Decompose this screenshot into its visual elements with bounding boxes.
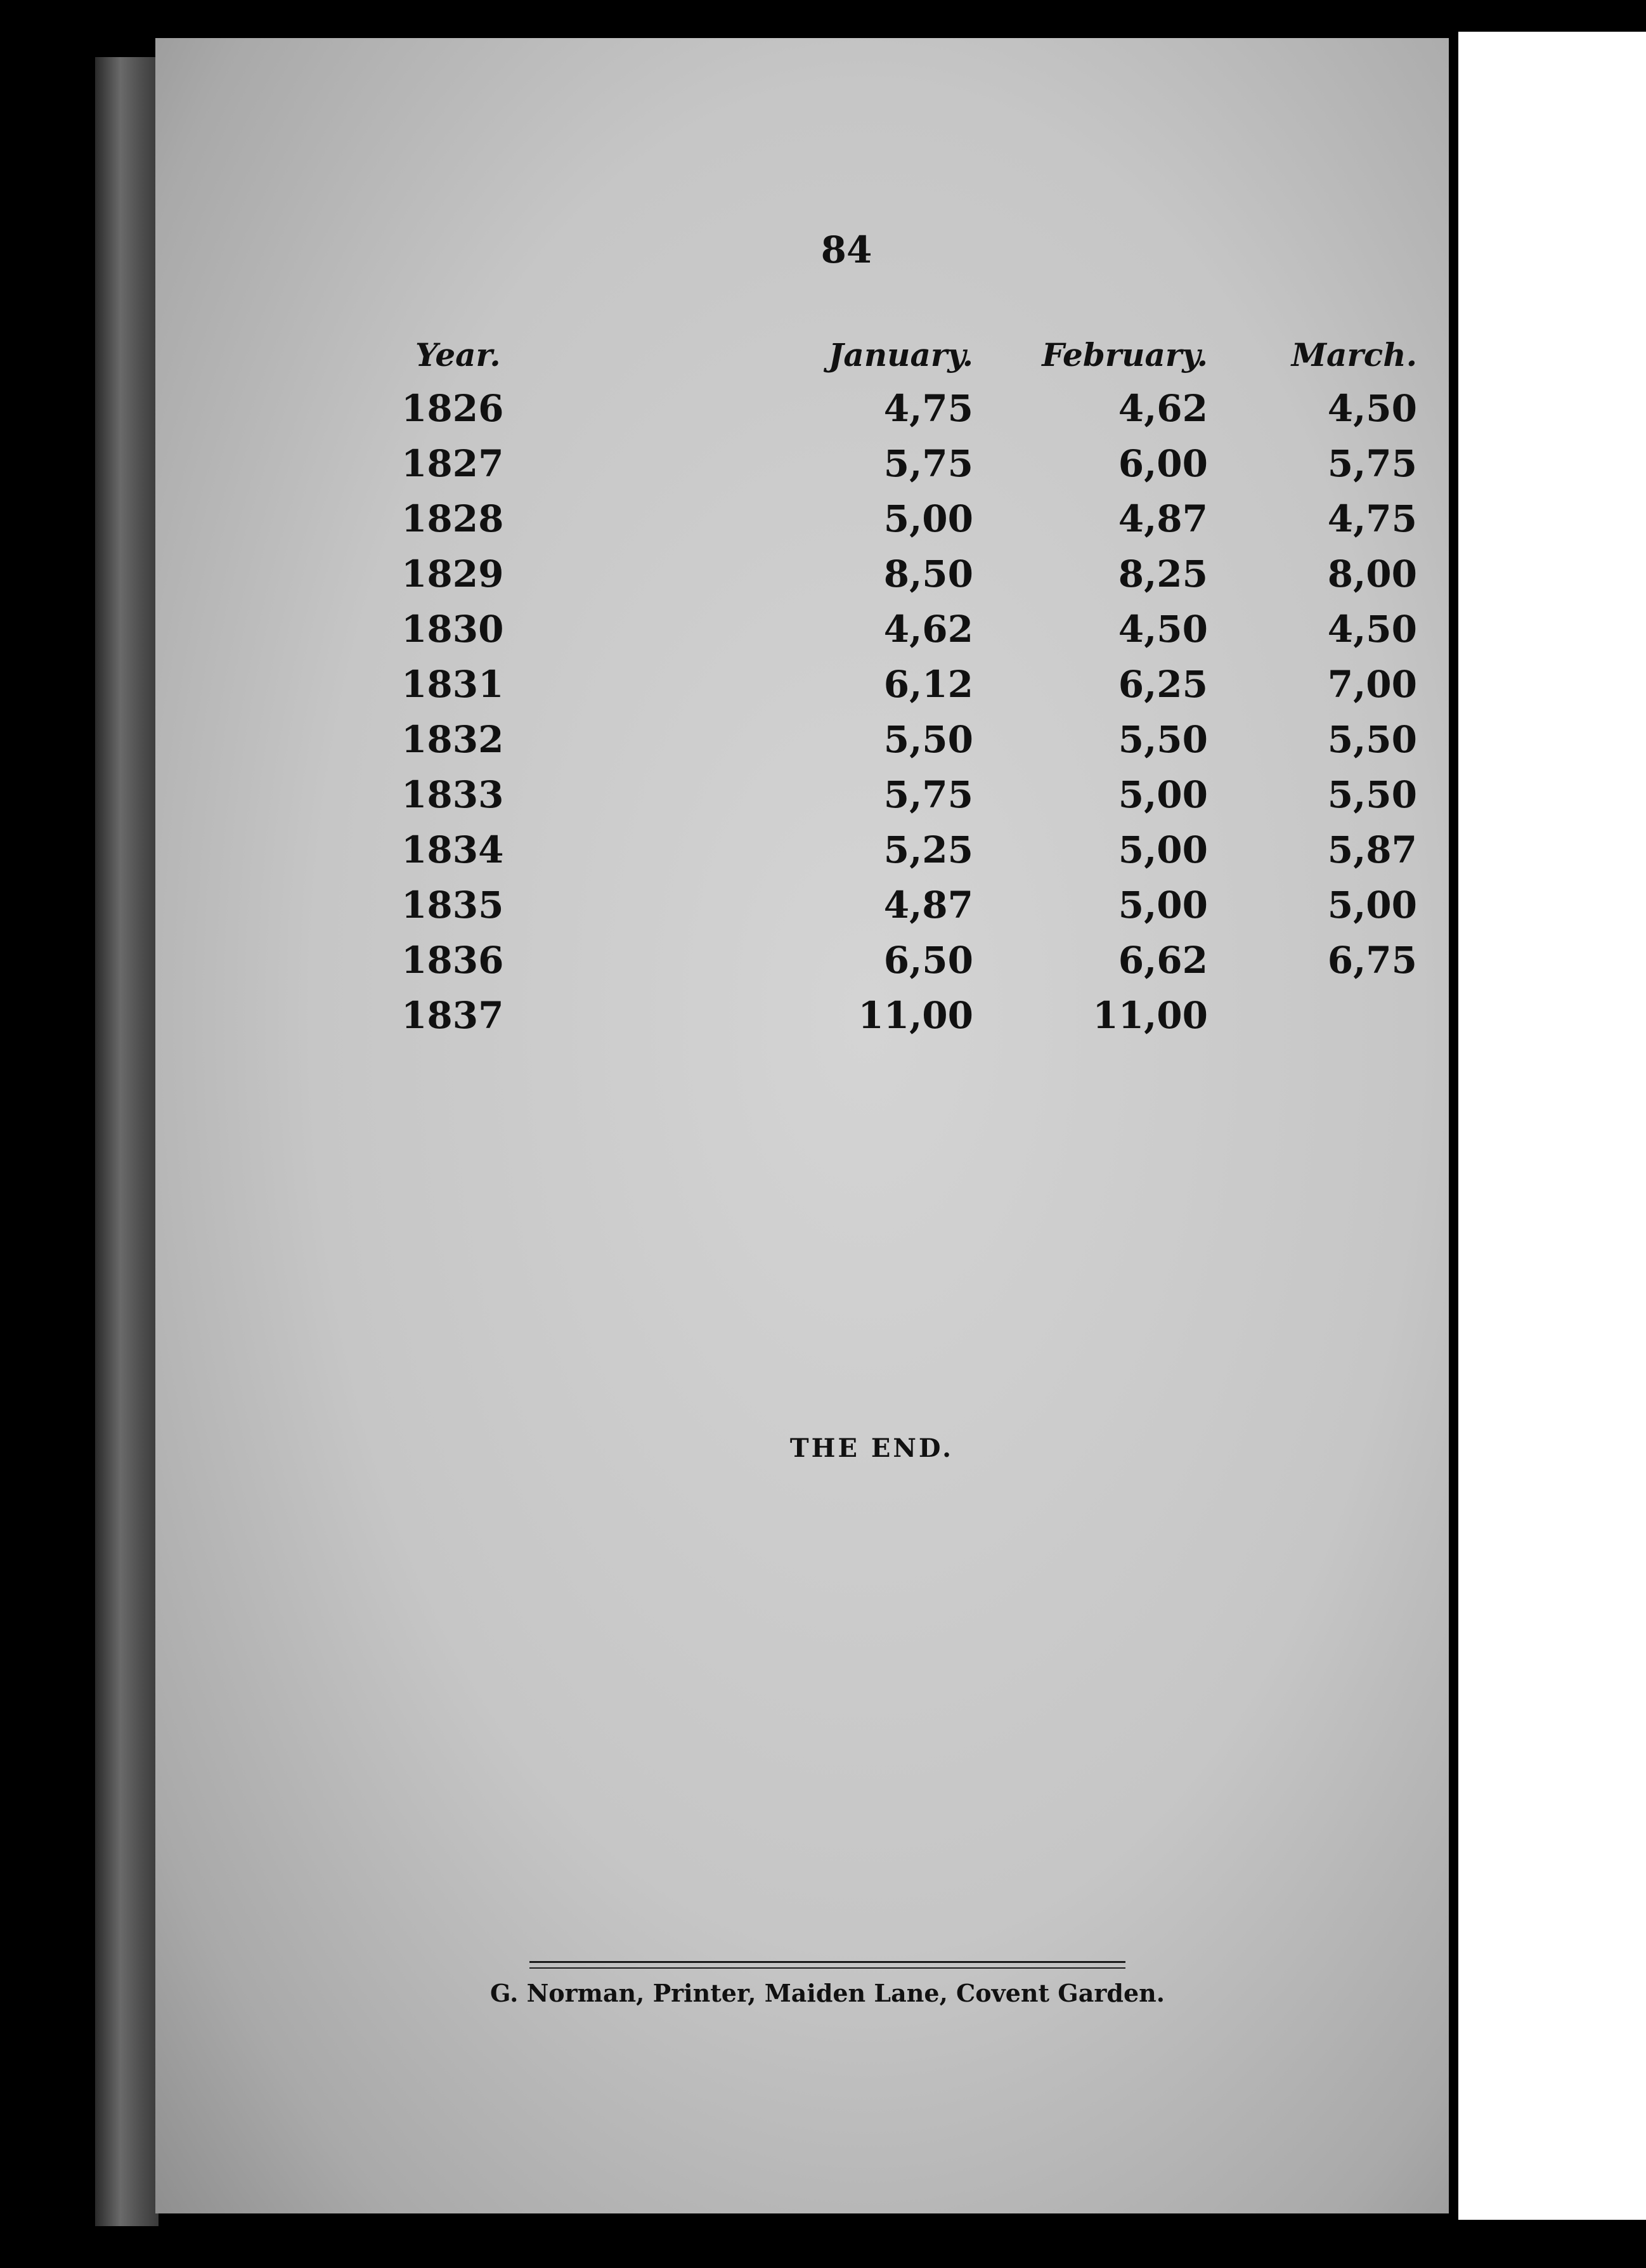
cell-march: 5,75 xyxy=(1327,442,1417,485)
table-row xyxy=(396,387,1442,442)
cell-march: 4,75 xyxy=(1327,497,1417,540)
header-january: January. xyxy=(828,336,973,374)
imprint-rule-thin xyxy=(529,1967,1125,1969)
cell-january: 5,50 xyxy=(883,718,973,761)
price-table xyxy=(396,336,1442,1049)
printer-imprint: G. Norman, Printer, Maiden Lane, Covent Garden. xyxy=(490,1979,1165,2007)
cell-february: 4,62 xyxy=(1118,387,1208,430)
cell-january: 6,12 xyxy=(883,663,973,706)
header-year: Year. xyxy=(415,336,501,374)
page-content xyxy=(155,38,1449,2213)
cell-january: 4,75 xyxy=(883,387,973,430)
cell-march: 5,50 xyxy=(1327,718,1417,761)
cell-february: 5,00 xyxy=(1118,828,1208,871)
header-february: February. xyxy=(1042,336,1208,374)
cell-january: 8,50 xyxy=(883,552,973,596)
cell-january: 11,00 xyxy=(858,994,973,1037)
cell-march: 4,50 xyxy=(1327,608,1417,651)
table-row xyxy=(396,552,1442,608)
cell-year: 1830 xyxy=(401,608,504,651)
table-row xyxy=(396,994,1442,1049)
cell-february: 5,00 xyxy=(1118,883,1208,927)
cell-march: 4,50 xyxy=(1327,387,1417,430)
table-row xyxy=(396,773,1442,828)
table-header xyxy=(396,336,1442,387)
cell-march: 5,50 xyxy=(1327,773,1417,816)
cell-march: 6,75 xyxy=(1327,939,1417,982)
table-row xyxy=(396,663,1442,718)
cell-march: 5,00 xyxy=(1327,883,1417,927)
cell-year: 1837 xyxy=(401,994,504,1037)
table-row xyxy=(396,883,1442,939)
table-row xyxy=(396,718,1442,773)
cell-february: 5,00 xyxy=(1118,773,1208,816)
table-row xyxy=(396,442,1442,497)
facing-page xyxy=(1458,32,1646,2220)
cell-year: 1826 xyxy=(401,387,504,430)
cell-february: 4,87 xyxy=(1118,497,1208,540)
cell-february: 8,25 xyxy=(1118,552,1208,596)
cell-year: 1836 xyxy=(401,939,504,982)
cell-january: 4,87 xyxy=(883,883,973,927)
cell-january: 5,25 xyxy=(883,828,973,871)
table-row xyxy=(396,497,1442,552)
table-row xyxy=(396,939,1442,994)
cell-january: 5,75 xyxy=(883,442,973,485)
cell-february: 11,00 xyxy=(1092,994,1208,1037)
cell-february: 6,25 xyxy=(1118,663,1208,706)
page-number: 84 xyxy=(820,228,872,271)
cell-year: 1835 xyxy=(401,883,504,927)
imprint-rule xyxy=(529,1961,1125,1963)
cell-march: 7,00 xyxy=(1327,663,1417,706)
cell-january: 5,00 xyxy=(883,497,973,540)
cell-march: 8,00 xyxy=(1327,552,1417,596)
cell-february: 5,50 xyxy=(1118,718,1208,761)
cell-january: 5,75 xyxy=(883,773,973,816)
cell-year: 1834 xyxy=(401,828,504,871)
header-march: March. xyxy=(1291,336,1417,374)
cell-year: 1831 xyxy=(401,663,504,706)
cell-january: 6,50 xyxy=(883,939,973,982)
cell-year: 1829 xyxy=(401,552,504,596)
table-row xyxy=(396,828,1442,883)
cell-year: 1833 xyxy=(401,773,504,816)
book-page xyxy=(155,38,1449,2213)
book-spine xyxy=(95,57,159,2226)
cell-february: 4,50 xyxy=(1118,608,1208,651)
cell-year: 1832 xyxy=(401,718,504,761)
table-row xyxy=(396,608,1442,663)
cell-february: 6,00 xyxy=(1118,442,1208,485)
the-end-heading: THE END. xyxy=(789,1433,954,1463)
cell-february: 6,62 xyxy=(1118,939,1208,982)
cell-january: 4,62 xyxy=(883,608,973,651)
cell-march: 5,87 xyxy=(1327,828,1417,871)
cell-year: 1827 xyxy=(401,442,504,485)
cell-year: 1828 xyxy=(401,497,504,540)
